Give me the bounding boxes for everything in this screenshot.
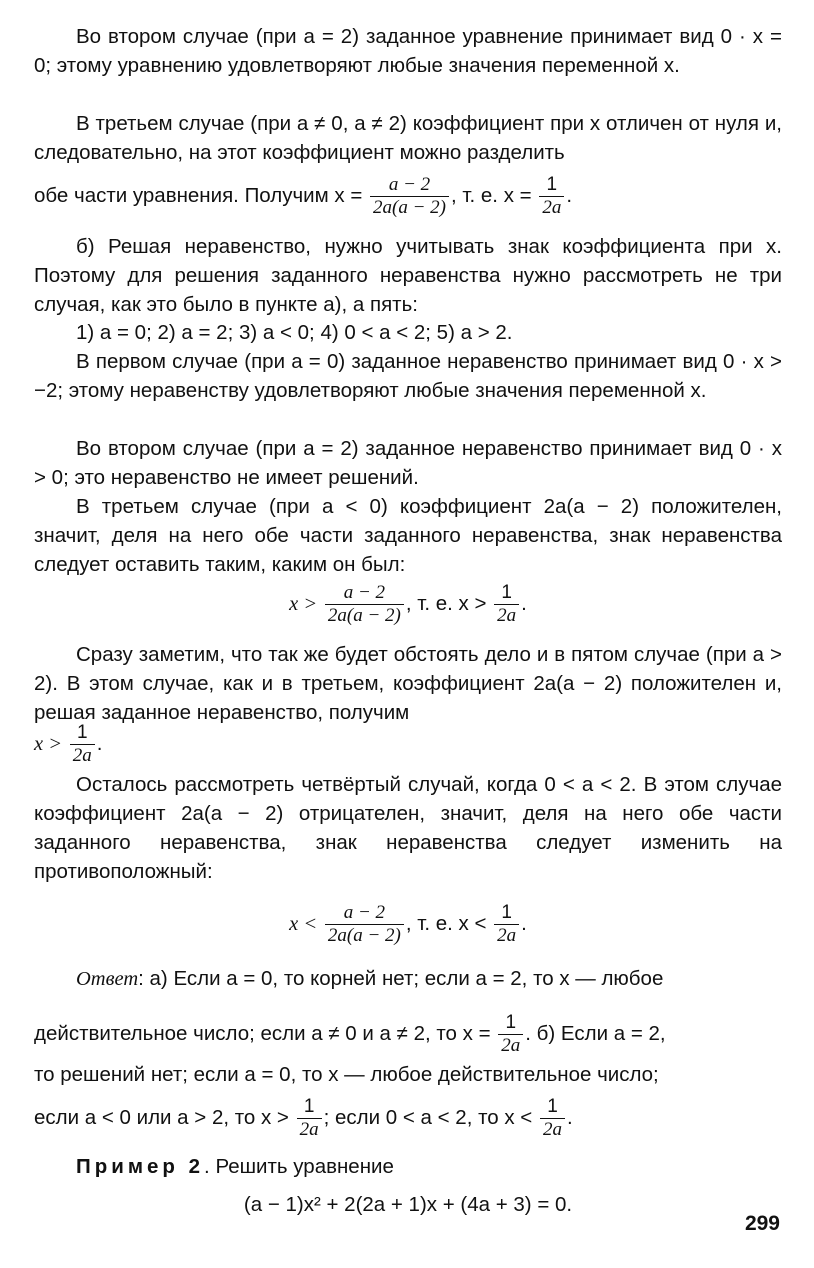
fraction xyxy=(297,1096,322,1141)
answer-line-3: то решений нет; если a = 0, то x — любое действительное число; xyxy=(34,1063,659,1086)
fraction-denominator: 2a(a − 2) xyxy=(373,197,446,218)
fraction xyxy=(539,174,564,219)
equation-text: x < xyxy=(289,912,318,935)
answer-text: если a < 0 или a > 2, то x > xyxy=(34,1105,289,1129)
answer-line-1 xyxy=(76,964,814,994)
fraction xyxy=(325,902,404,947)
fraction-numerator: a − 2 xyxy=(325,582,404,605)
paragraph-case-2: Во втором случае (при a = 2) заданное уравнение принимает вид 0 · x = 0; этому уравнению удовлетворяют любые значения переменной x. xyxy=(34,25,782,77)
equation-text: x > xyxy=(289,592,318,615)
equation-text: , т. е. x > xyxy=(405,591,487,615)
answer-text: ; если 0 < a < 2, то x < xyxy=(323,1105,533,1129)
fraction-denominator: 2a xyxy=(542,1119,562,1140)
fraction-denominator: 2a(a − 2) xyxy=(327,925,401,946)
fraction-numerator: 1 xyxy=(494,582,519,605)
fraction-numerator: 1 xyxy=(297,1096,322,1119)
equation-line-solution: обе части уравнения. Получим x = $\frac{a - 2}{2a(a - 2)}$ , т. е. x = $\frac{1}{2a}$ . xyxy=(34,174,573,218)
equation-ineq-2: x < $\frac{a - 2}{2a(a - 2)}$ , т. е. x < $\frac{1}{2a}$ . xyxy=(289,902,527,946)
equation-line-case-5: x > $\frac{1}{2a}$ . xyxy=(34,722,103,766)
fraction-numerator: 1 xyxy=(539,174,564,197)
fraction-numerator: a − 2 xyxy=(370,174,449,197)
answer-line-4: если a < 0 или a > 2, то x > $\frac{1}{2a}$ ; если 0 < a < 2, то x < $\frac{1}{2a}$ . xyxy=(34,1096,573,1140)
fraction-denominator: 2a xyxy=(497,925,517,946)
example-heading xyxy=(76,1152,814,1181)
fraction xyxy=(70,722,95,767)
fraction-denominator: 2a xyxy=(299,1119,319,1140)
cases-list: 1) a = 0; 2) a = 2; 3) a < 0; 4) 0 < a < 2; 5) a > 2. xyxy=(76,321,513,344)
answer-text: : а) Если a = 0, то корней нет; если a = 2, то x — любое xyxy=(138,967,664,990)
equation-text: x > xyxy=(34,732,63,755)
fraction xyxy=(494,582,519,627)
answer-text: действительное число; если a ≠ 0 и a ≠ 2, то x = xyxy=(34,1021,491,1045)
fraction-denominator: 2a xyxy=(542,197,562,218)
paragraph-ineq-case-2: Во втором случае (при a = 2) заданное неравенство принимает вид 0 · x > 0; это неравенство не имеет решений. xyxy=(34,437,782,489)
paragraph-ineq-case-1: В первом случае (при a = 0) заданное неравенство принимает вид 0 · x > −2; этому неравенству удовлетворяют любые значения переменной x. xyxy=(34,350,782,402)
page-number: 299 xyxy=(744,1212,780,1235)
fraction-denominator: 2a xyxy=(501,1035,521,1056)
fraction-numerator: a − 2 xyxy=(325,902,404,925)
equation-text: , т. е. x = xyxy=(451,183,532,207)
paragraph-ineq-case-4: Осталось рассмотреть четвёртый случай, когда 0 < a < 2. В этом случае коэффициент 2a(a − 2) отрицателен, значит, деля на него обе части заданного неравенства, знак неравенства следует изменить на противоположный: xyxy=(34,773,782,883)
fraction-numerator: 1 xyxy=(498,1012,523,1035)
example-equation: (a − 1)x² + 2(2a + 1)x + (4a + 3) = 0. xyxy=(243,1193,573,1216)
equation-text: обе части уравнения. Получим x = xyxy=(34,183,363,207)
fraction xyxy=(540,1096,565,1141)
equation-text: , т. е. x < xyxy=(405,911,487,935)
fraction-denominator: 2a xyxy=(497,605,517,626)
fraction-numerator: 1 xyxy=(70,722,95,745)
fraction-numerator: 1 xyxy=(494,902,519,925)
fraction-numerator: 1 xyxy=(540,1096,565,1119)
example-label: Пример 2 xyxy=(76,1155,205,1178)
fraction xyxy=(325,582,404,627)
paragraph-ineq-case-5: Сразу заметим, что так же будет обстоять дело и в пятом случае (при a > 2). В этом случае, как и в третьем, коэффициент 2a(a − 2) положителен и, решая заданное неравенство, получим xyxy=(34,643,782,724)
example-text: . Решить уравнение xyxy=(204,1155,394,1178)
fraction xyxy=(494,902,519,947)
fraction-denominator: 2a(a − 2) xyxy=(327,605,401,626)
fraction xyxy=(498,1012,523,1057)
paragraph-inequality-intro: б) Решая неравенство, нужно учитывать знак коэффициента при x. Поэтому для решения заданного неравенства нужно рассмотреть не три случая, как это было в пункте а), а пять: xyxy=(34,235,782,316)
answer-label: Ответ xyxy=(76,968,139,990)
equation-ineq-1: x > $\frac{a - 2}{2a(a - 2)}$ , т. е. x > $\frac{1}{2a}$ . xyxy=(289,582,527,626)
answer-line-2 xyxy=(34,1012,782,1057)
paragraph-case-3: В третьем случае (при a ≠ 0, a ≠ 2) коэффициент при x отличен от нуля и, следовательно, на этот коэффициент можно разделить xyxy=(34,112,782,164)
fraction-denominator: 2a xyxy=(72,745,92,766)
answer-text: . б) Если a = 2, xyxy=(525,1021,666,1045)
fraction xyxy=(370,174,449,219)
paragraph-ineq-case-3: В третьем случае (при a < 0) коэффициент 2a(a − 2) положителен, значит, деля на него обе части заданного неравенства, знак неравенства следует оставить таким, каким он был: xyxy=(34,495,782,576)
